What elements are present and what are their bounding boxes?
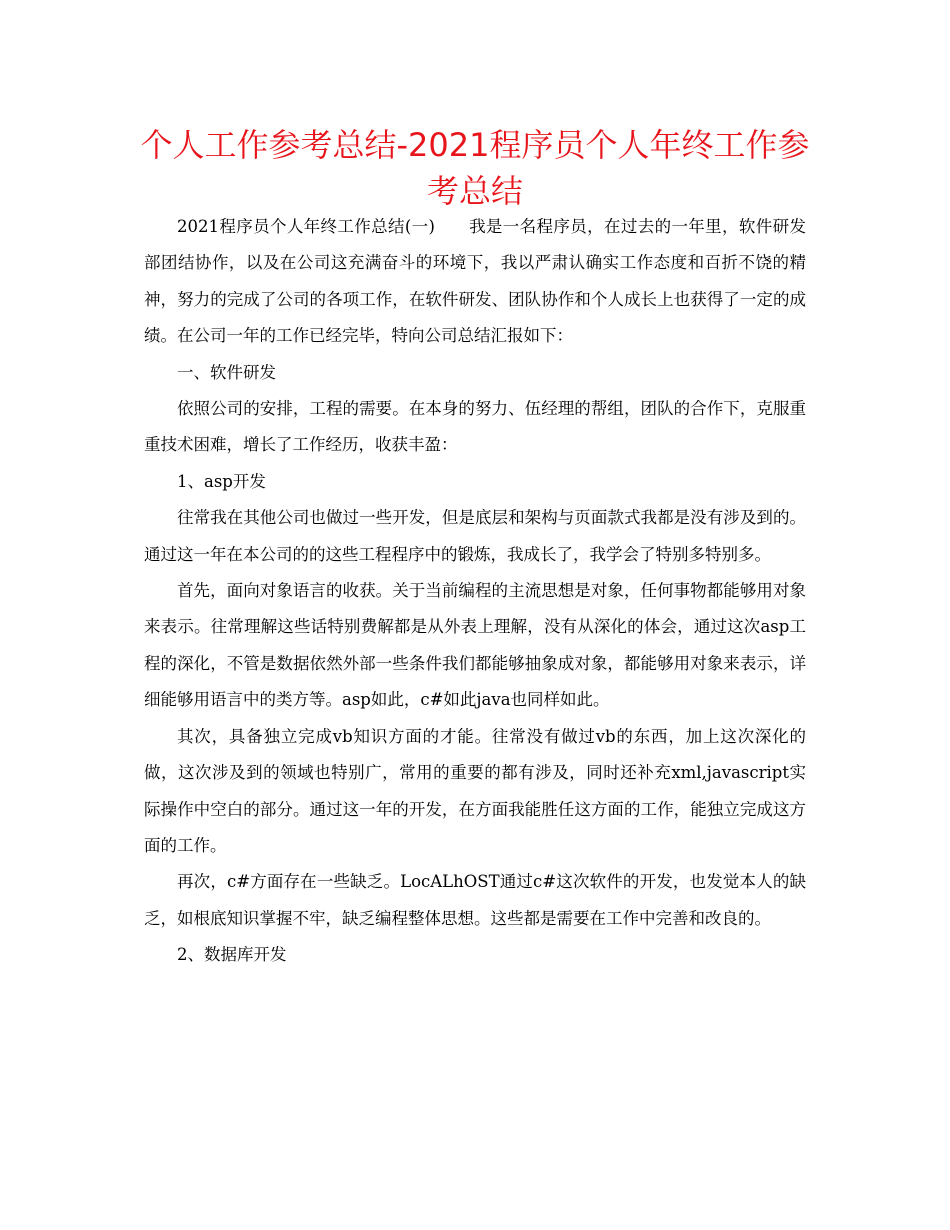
document-title: 个人工作参考总结-2021程序员个人年终工作参考总结 — [140, 126, 810, 210]
paragraph-vb-skills: 其次，具备独立完成vb知识方面的才能。往常没有做过vb的东西，加上这次深化的做，这次涉及到的领域也特别广，常用的重要的都有涉及，同时还补充xml,javascript实际操作中空白的部分。通过这一年的开发，在方面我能胜任这方面的工作，能独立完成这方面的工作。 — [144, 726, 806, 855]
paragraph-arrangement: 依照公司的安排，工程的需要。在本身的努力、伍经理的帮组，团队的合作下，克服重重技术困难，增长了工作经历，收获丰盈： — [144, 399, 806, 455]
paragraph-csharp-shortcomings: 再次，c#方面存在一些缺乏。LocALhOST通过c#这次软件的开发，也发觉本人的缺乏，如根底知识掌握不牢，缺乏编程整体思想。这些都是需要在工作中完善和改良的。 — [144, 872, 806, 928]
document-body — [144, 209, 806, 974]
paragraph-oop-gains: 首先，面向对象语言的收获。关于当前编程的主流思想是对象，任何事物都能够用对象来表示。往常理解这些话特别费解都是从外表上理解，没有从深化的体会，通过这次asp工程的深化，不管是数据依然外部一些条件我们都能够抽象成对象，都能够用对象来表示，详细能够用语言中的类方等。asp如此，c#如此java也同样如此。 — [144, 581, 806, 710]
section-heading-software-dev: 一、软件研发 — [177, 362, 276, 382]
paragraph-intro: 2021程序员个人年终工作总结(一) 我是一名程序员，在过去的一年里，软件研发部团结协作，以及在公司这充满奋斗的环境下，我以严肃认确实工作态度和百折不饶的精神，努力的完成了公司的各项工作，在软件研发、团队协作和个人成长上也获得了一定的成绩。在公司一年的工作已经完毕，特向公司总结汇报如下： — [144, 217, 806, 346]
subheading-database-dev: 2、数据库开发 — [177, 945, 287, 965]
subheading-asp-dev: 1、asp开发 — [177, 471, 266, 491]
paragraph-asp-experience: 往常我在其他公司也做过一些开发，但是底层和架构与页面款式我都是没有涉及到的。通过这一年在本公司的的这些工程程序中的锻炼，我成长了，我学会了特别多特别多。 — [144, 508, 806, 564]
